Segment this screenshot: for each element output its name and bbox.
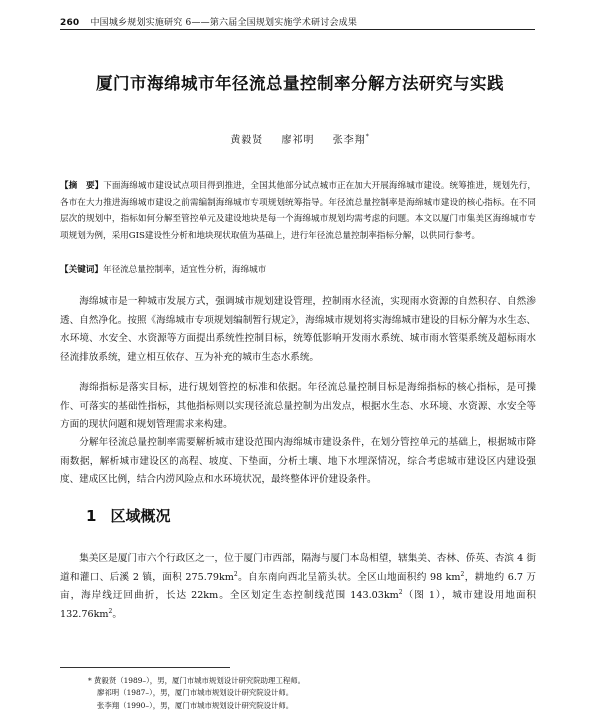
- keywords-text: 年径流总量控制率，适宜性分析，海绵城市: [102, 265, 267, 275]
- keywords: [60, 262, 536, 278]
- header-rule: [60, 29, 535, 30]
- p4-segment-4: （图 1），城市建设用地面积 132.76km: [60, 590, 536, 620]
- author-2: 廖祁明: [281, 135, 315, 146]
- author-line: [60, 131, 540, 146]
- section-title: 区域概况: [110, 507, 171, 525]
- footnote-rule: [60, 667, 230, 668]
- running-head: [60, 15, 530, 28]
- superscript-2: 2: [108, 607, 113, 615]
- abstract-label: 【摘 要】: [60, 181, 104, 191]
- running-head-text: 中国城乡规划实施研究 6——第六届全国规划实施学术研讨会成果: [90, 18, 358, 28]
- footnote-1: * 黄毅贤（1989–），男，厦门市城市规划设计研究院助理工程师。: [88, 676, 306, 685]
- superscript-2: 2: [398, 589, 403, 596]
- abstract-text: 下面海绵城市建设试点项目得到推进，全国其他部分试点城市正在加大开展海绵城市建设。统筹推进，规划先行，各市在大力推进海绵城市建设之前需编制海绵城市专项规划统筹指导。年径流总量控制率是海绵城市建设的核心指标。在不同层次的规划中，指标如何分解至管控单元及建设地块是每一个海绵城市规划均需考虑的问题。本文以厦门市集美区海绵城市专项规划为例，采用GIS建设性分析和地块现状取值为基础上，进行年径流总量控制率指标分解，以供同行参考。: [60, 181, 536, 241]
- author-3: [333, 135, 370, 146]
- body-paragraph-3: 分解年径流总量控制率需要解析城市建设范围内海绵城市建设条件，在划分管控单元的基础上，根据城市降雨数据，解析城市建设区的高程、坡度、下垫面，分析土壤、地下水埋深情况，综合考虑城市建设区内建设强度、建成区比例，结合内涝风险点和水环境状况，最终整体评价建设条件。: [60, 437, 536, 486]
- author-3-name: 张李翔: [332, 135, 366, 146]
- footnote-3: 张李翔（1990–），男，厦门市城市规划设计研究院设计师。: [97, 700, 294, 710]
- p4-segment-1: 集美区是厦门市六个行政区之一，位于厦门市西部，隔海与厦门本岛相望，辖集美、杏林、侨英、杏滨 4 街道和灌口、后溪 2 镇，面积 275.79km: [60, 553, 536, 583]
- author-1: 黄毅贤: [230, 135, 264, 146]
- body-paragraph-1: 海绵城市是一种城市发展方式，强调城市规划建设管理，控制雨水径流，实现雨水资源的自然积存、自然渗透、自然净化。按照《海绵城市专项规划编制暂行规定》，海绵城市规划将实海绵城市建设的目标分解为水生态、水环境、水安全、水资源等方面提出系统性控制目标，统筹低影响开发雨水系统、城市雨水管渠系统及超标雨水径流排放系统，建立相互依存、互为补充的城市生态水系统。: [60, 296, 536, 363]
- footnotes: [88, 675, 508, 712]
- footnote-2: 廖祁明（1987–），男，厦门市城市规划设计研究院设计师。: [97, 688, 294, 698]
- p4-segment-2: 。自东南向西北呈箭头状。全区山地面积约 98 km: [237, 571, 461, 583]
- superscript-2: 2: [233, 570, 238, 578]
- keywords-label: 【关键词】: [60, 265, 103, 275]
- body-paragraph-4: [60, 550, 536, 624]
- p4-segment-3: ，耕地约 6.7 万亩，海岸线迂回曲折，长达 22km。全区划定生态控制线范围 143.03km: [60, 571, 537, 602]
- section-number: 1: [86, 507, 97, 525]
- paper-title: 厦门市海绵城市年径流总量控制率分解方法研究与实践: [96, 74, 504, 93]
- abstract: [60, 178, 536, 244]
- section-heading: [86, 505, 170, 526]
- p4-segment-5: 。: [112, 608, 122, 620]
- body-paragraph-2: 海绵指标是落实目标，进行规划管控的标准和依据。年径流总量控制目标是海绵指标的核心指标，是可操作、可落实的基础性指标，其他指标则以实现径流总量控制为出发点，根据水生态、水环境、水资源、水安全等方面的现状问题和规划管理需求来构建。: [60, 382, 536, 431]
- superscript-2: 2: [460, 570, 465, 578]
- page-number: 260: [60, 18, 80, 28]
- author-footnote-mark: *: [365, 133, 370, 141]
